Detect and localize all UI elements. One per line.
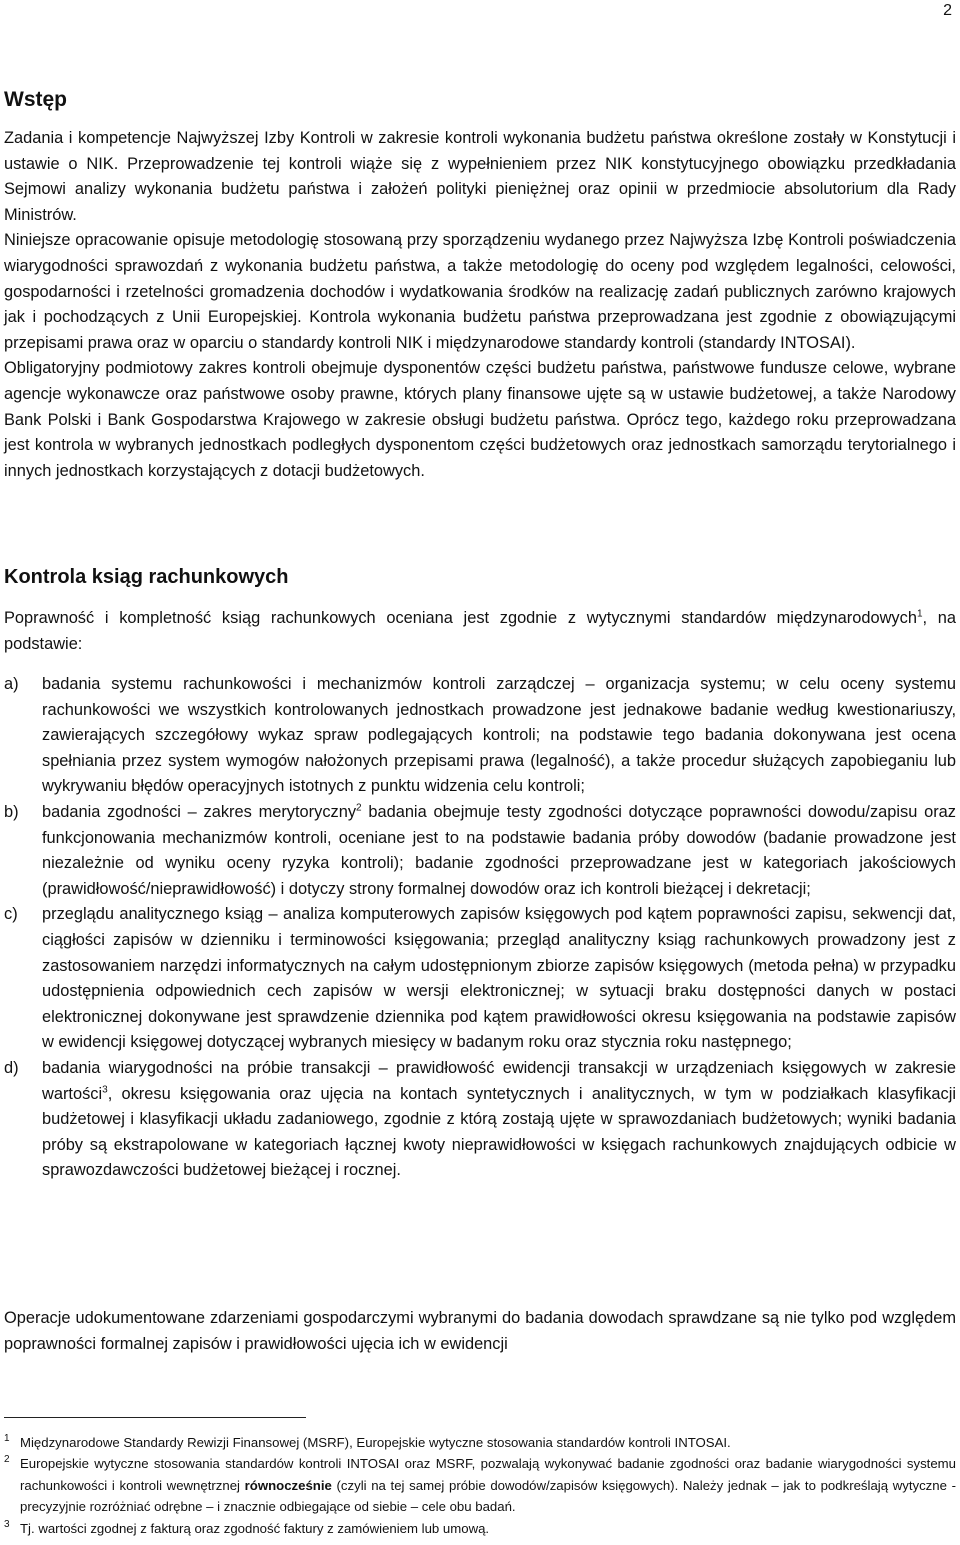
accounting-intro-text: Poprawność i kompletność ksiąg rachunkowych oceniana jest zgodnie z wytycznymi standardów międzynarodowych [4, 609, 917, 627]
footnote-3 [4, 1518, 956, 1539]
list-item-text: badania systemu rachunkowości i mechanizmów kontroli zarządczej – organizacja systemu; w celu oceny systemu rachunkowości we wszystkich kontrolowanych jednostkach prowadzone jest jednakowe badanie według kwestionariuszy, zawierających szczegółowy wykaz spraw podlegających kontroli; na podstawie tego badania dokonywana jest ocena spełniania przez system wymogów nałożonych przepisami prawa (legalność), a także procedur służących zapobieganiu lub wykrywaniu błędów operacyjnych istotnych z punktu widzenia celu kontroli; [42, 675, 956, 796]
page-number: 2 [943, 2, 952, 19]
closing-paragraph: Operacje udokumentowane zdarzeniami gospodarczymi wybranymi do badania dowodach sprawdzane są nie tylko pod względem poprawności formalnej zapisów i prawidłowości ujęcia ich w ewidencji [4, 1309, 956, 1353]
footnote-ref-1[interactable]: 1 [916, 608, 923, 620]
list-item [4, 800, 956, 902]
intro-paragraph-1: Zadania i kompetencje Najwyższej Izby Kontroli w zakresie kontroli wykonania budżetu państwa określone zostały w Konstytucji i ustawie o NIK. Przeprowadzenie tej kontroli wiąże się z wypełnieniem przez NIK konstytucyjnego obowiązku przedkładania Sejmowi analizy wykonania budżetu państwa i założeń polityki pieniężnej oraz opinii w przedmiocie absolutorium dla Rady Ministrów. [4, 129, 956, 224]
footnote-text: Tj. wartości zgodnej z fakturą oraz zgodność faktury z zamówieniem lub umową. [20, 1520, 490, 1536]
list-marker: a) [4, 675, 19, 693]
list-item [4, 1056, 956, 1184]
footnote-number: 3 [4, 1518, 10, 1530]
accounting-intro-tail: , na podstawie: [4, 609, 956, 653]
section-heading-intro: Wstęp [4, 88, 67, 111]
footnote-text: Międzynarodowe Standardy Rewizji Finansowej (MSRF), Europejskie wytyczne stosowania standardów kontroli INTOSAI. [20, 1435, 731, 1450]
intro-paragraph-2: Niniejsze opracowanie opisuje metodologię stosowaną przy sporządzeniu wydanego przez Najwyższa Izbę Kontroli poświadczenia wiarygodności sprawozdań z wykonania budżetu państwa, a także metodologię do oceny pod względem legalności, celowości, gospodarności i rzetelności gromadzenia dochodów i wydatkowania środków na realizację zadań publicznych zarówno krajowych jak i pochodzących z Unii Europejskiej. Kontrola wykonania budżetu państwa przeprowadzana jest zgodnie z obowiązującymi przepisami prawa oraz w oparciu o standardy kontroli NIK i międzynarodowe standardy kontroli (standardy INTOSAI). [4, 231, 956, 352]
footnote-emphasis: równocześnie [244, 1477, 332, 1493]
footnote-separator [4, 1417, 306, 1418]
footnote-1 [4, 1432, 956, 1453]
footnote-ref-3[interactable]: 3 [102, 1084, 108, 1096]
footnote-number: 1 [4, 1433, 10, 1444]
list-item-tail: , okresu księgowania oraz ujęcia na kontach syntetycznych i analitycznych, w tym w podziałkach klasyfikacji budżetowej i klasyfikacji układu zadaniowego, zgodnie z którą zostają ujęte w sprawozdaniach budżetowych; wyniki badania próby są ekstrapolowane w kategoriach łącznej kwoty nieprawidłowości w księgach rachunkowych znajdujących odbicie w sprawozdawczości budżetowej bieżącej i rocznej. [42, 1084, 956, 1180]
accounting-methods-list [4, 672, 956, 1184]
list-marker: b) [4, 802, 19, 821]
footnote-ref-2[interactable]: 2 [356, 802, 362, 814]
footnote-text: Europejskie wytyczne stosowania standardów kontroli INTOSAI oraz MSRF, pozwalają wykonywać badanie zgodności oraz badanie wiarygodności systemu rachunkowości i kontroli wewnętrznej [20, 1456, 956, 1493]
list-item-text: badania zgodności – zakres merytoryczny [42, 802, 357, 821]
footnote-tail: (czyli na tej samej próbie dowodów/zapisów księgowych). Należy jednak – jak to podkreślają wytyczne - precyzyjnie rozróżniać odrębne – i znacznie odbiegające od siebie – cele obu badań. [20, 1477, 956, 1515]
list-item-text: badania wiarygodności na próbie transakcji – prawidłowość ewidencji transakcji w urządzeniach księgowych w zakresie wartości [42, 1058, 956, 1103]
list-item [4, 902, 956, 1056]
list-item [4, 672, 956, 800]
accounting-intro-paragraph [4, 606, 956, 657]
document-page [4, 0, 956, 1545]
section-heading-accounting: Kontrola ksiąg rachunkowych [4, 566, 289, 588]
list-item-tail: badania obejmuje testy zgodności dotyczące poprawności dowodu/zapisu oraz funkcjonowania mechanizmów kontroli, oceniane jest to na podstawie badania próby dowodów (badanie prowadzone jest niezależnie od wyniku oceny ryzyka kontroli); badanie zgodności przeprowadzane jest w kategoriach jakościowych (prawidłowość/nieprawidłowość) i dotyczy strony formalnej dowodów oraz ich kontroli bieżącej i dekretacji; [42, 802, 956, 898]
intro-section [4, 126, 956, 484]
list-item-text: przeglądu analitycznego ksiąg – analiza komputerowych zapisów księgowych pod kątem poprawności zapisu, sekwencji dat, ciągłości zapisów w dzienniku i terminowości księgowania; przegląd analityczny ksiąg rachunkowych prowadzony jest z zastosowaniem narzędzi informatycznych na całym udostępnionym zbiorze zapisów księgowych (metoda pełna) w przypadku udostępnienia odpowiednich cech zapisów w wersji elektronicznej; w sytuacji braku dostępności danych w postaci elektronicznej dokonywane jest sprawdzenie dziennika pod kątem prawidłowości okresu księgowania na podstawie zapisów w ewidencji księgowej dotyczącej wybranych miesięcy w badanym roku oraz stycznia roku następnego; [42, 905, 956, 1052]
footnote-number: 2 [4, 1454, 10, 1466]
footnote-2 [4, 1453, 956, 1517]
list-marker: d) [4, 1058, 19, 1077]
intro-paragraph-3: Obligatoryjny podmiotowy zakres kontroli obejmuje dysponentów części budżetu państwa, państwowe fundusze celowe, wybrane agencje wykonawcze oraz państwowe osoby prawne, których plany finansowe ujęte są w ustawie budżetowej, a także Narodowy Bank Polski i Bank Gospodarstwa Krajowego w zakresie obsługi budżetu państwa. Oprócz tego, każdego roku przeprowadzana jest kontrola w wybranych jednostkach podległych dysponentom części budżetowych oraz jednostkach samorządu terytorialnego i innych jednostkach korzystających z dotacji budżetowych. [4, 359, 956, 480]
list-marker: c) [4, 905, 18, 924]
footnotes [4, 1432, 956, 1539]
